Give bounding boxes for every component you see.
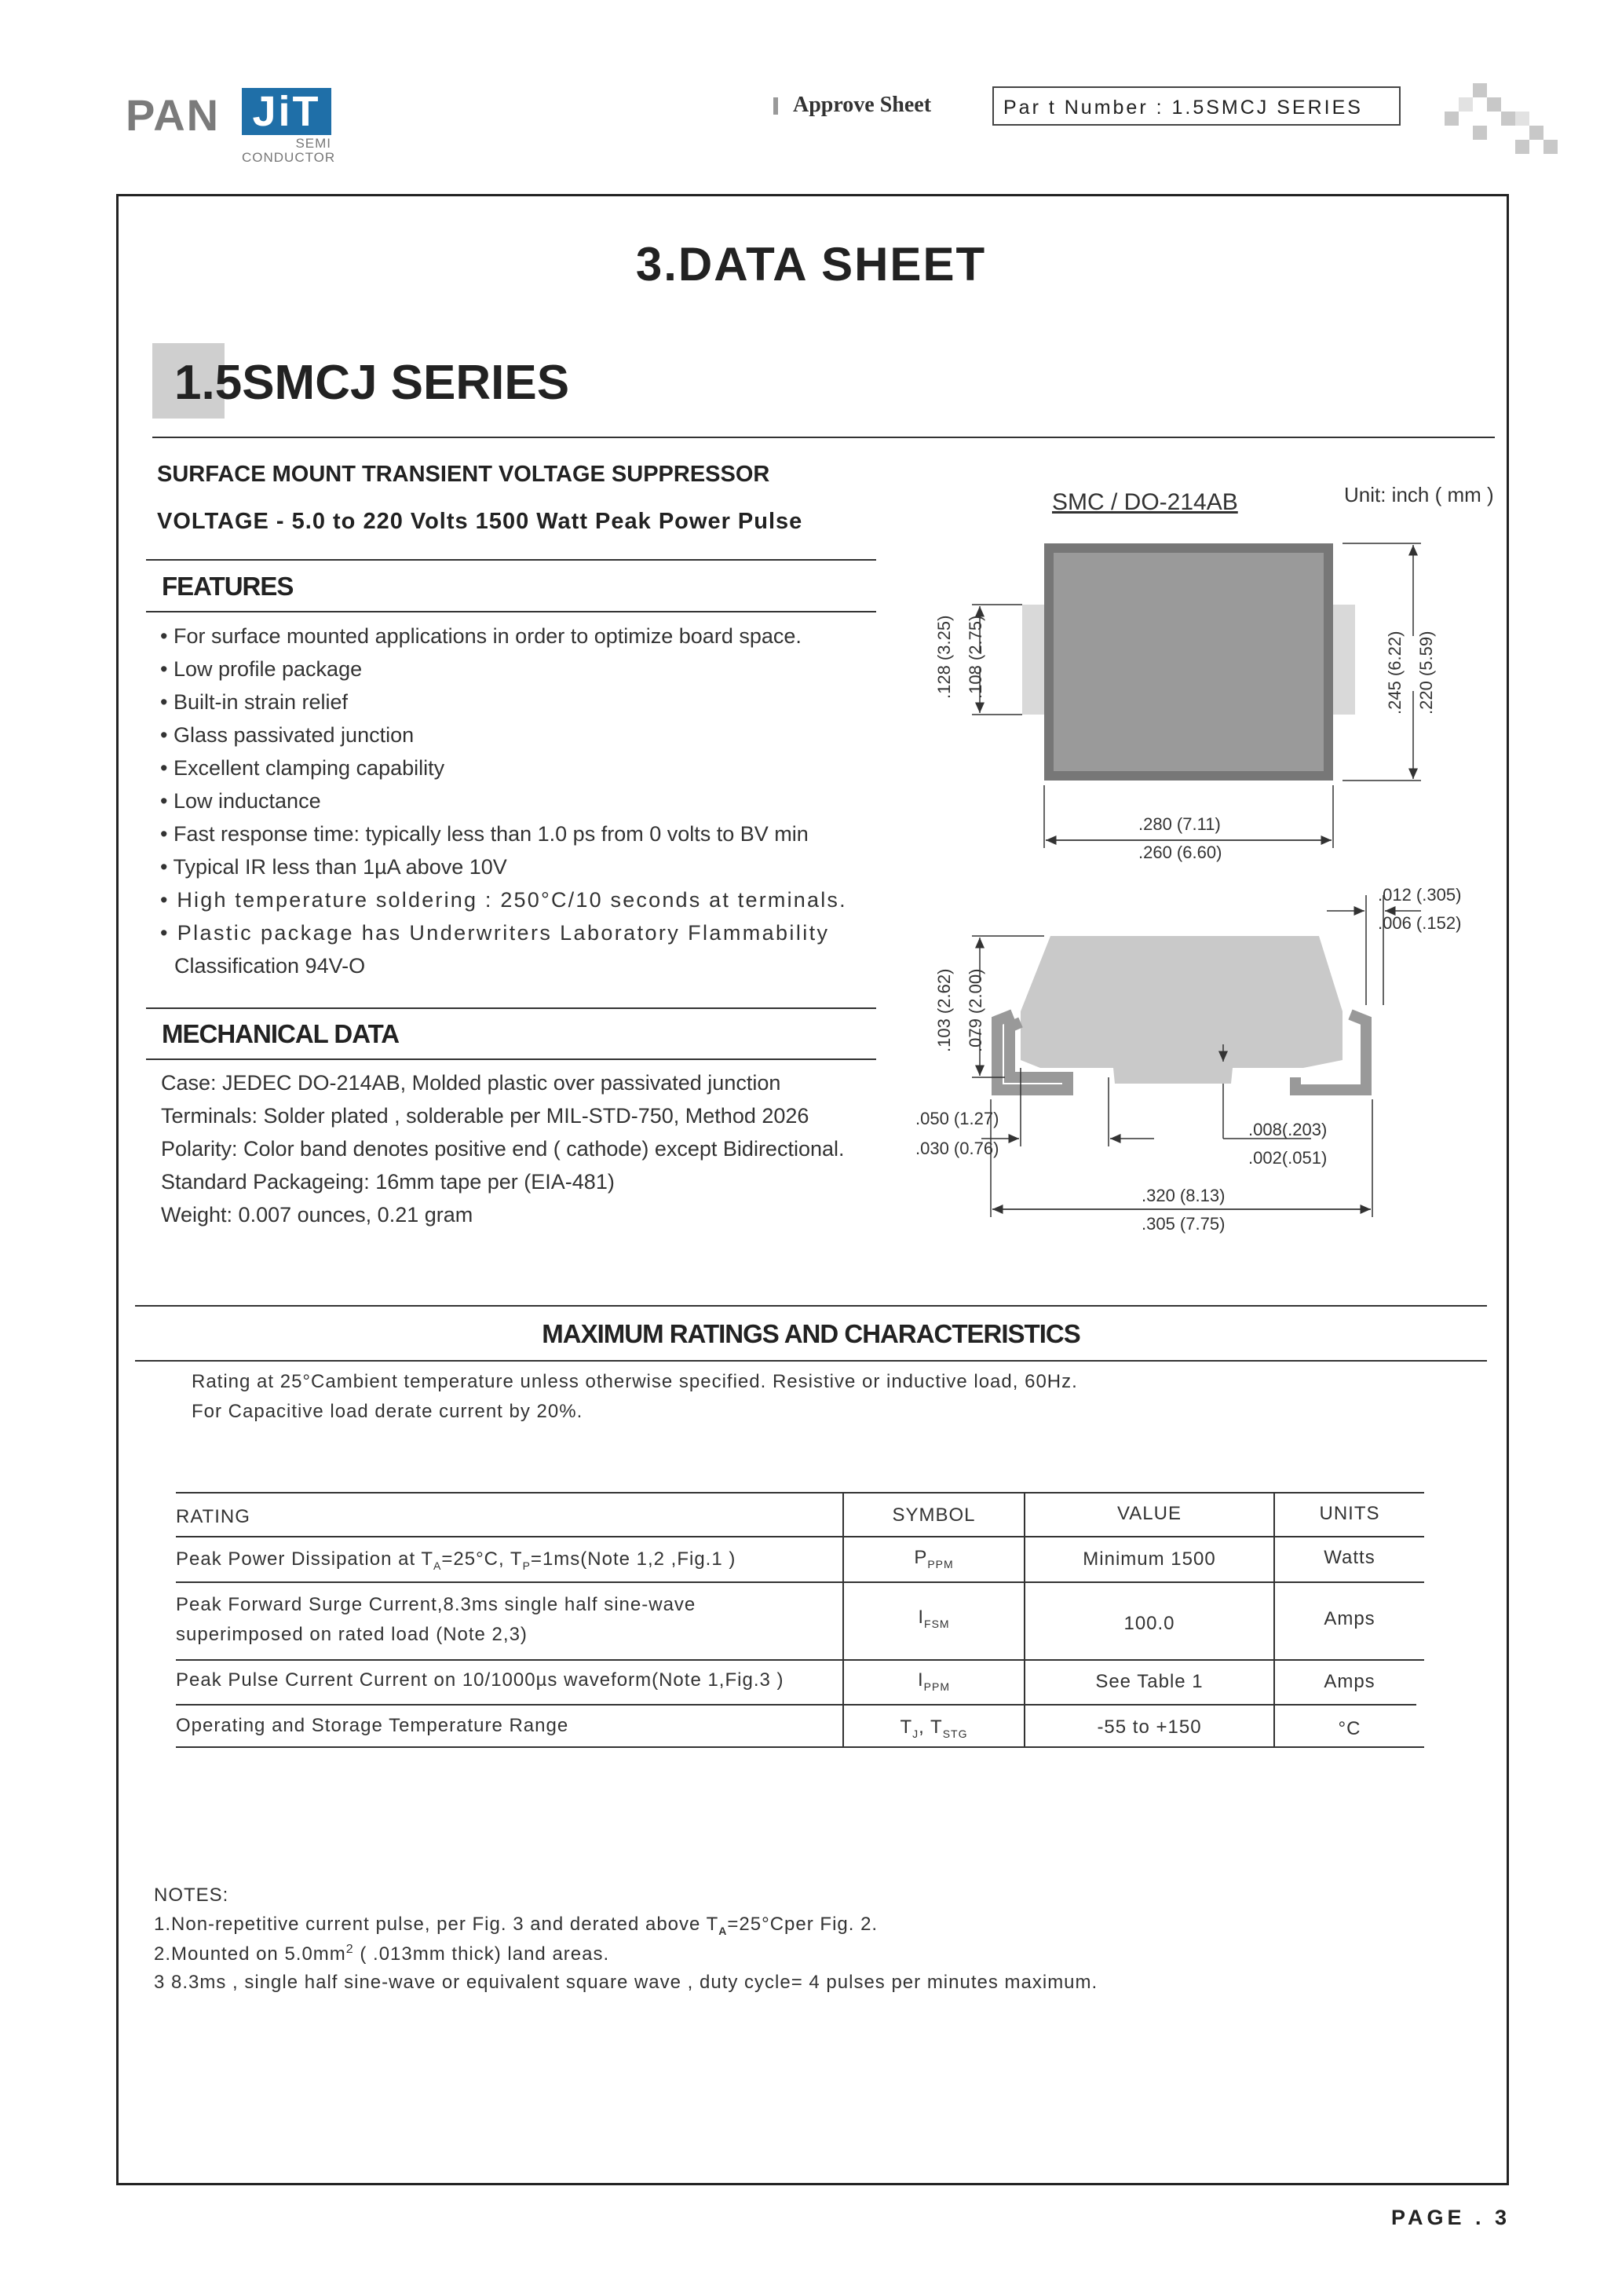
mech-rule-bottom <box>146 1058 876 1060</box>
page-title: 3.DATA SHEET <box>635 238 987 291</box>
features-rule-bottom <box>146 611 876 612</box>
mech-item: Terminals: Solder plated , solderable per MIL-STD-750, Method 2026 <box>161 1104 809 1128</box>
table-row-rating: Operating and Storage Temperature Range <box>176 1715 569 1736</box>
logo-sub-semi: SEMI <box>295 136 331 151</box>
feature-item: • For surface mounted applications in order to optimize board space. <box>160 624 802 648</box>
left-lead-top <box>1022 605 1044 715</box>
dim-side-height-max: .103 (2.62) <box>934 968 954 1052</box>
dim-side-height-min: .079 (2.00) <box>966 968 985 1052</box>
mech-item: Weight: 0.007 ounces, 0.21 gram <box>161 1203 473 1227</box>
logo-sub-conductor: CONDUCTOR <box>242 150 336 165</box>
table-row-units: Amps <box>1324 1608 1375 1629</box>
note-2: 2.Mounted on $5.0mm^2$ ( .013mm thick) land areas. <box>154 1943 610 1965</box>
mech-item: Standard Packageing: 16mm tape per (EIA-481) <box>161 1170 615 1194</box>
table-row-units: Amps <box>1324 1671 1375 1692</box>
features-rule-top <box>146 559 876 561</box>
mech-list <box>161 1066 883 1231</box>
feature-item: Classification 94V-O <box>174 954 366 978</box>
checker-pattern-icon <box>1445 83 1562 154</box>
col-header-value: VALUE <box>1117 1503 1182 1524</box>
dim-lead-height-min: .108 (2.75) <box>966 615 985 699</box>
ratings-note-2: For Capacitive load derate current by 20%. <box>192 1401 583 1422</box>
dim-body-width-min: .260 (6.60) <box>1138 843 1222 862</box>
notes-heading: NOTES: <box>154 1885 229 1906</box>
col-header-rating: RATING <box>176 1506 250 1527</box>
features-list <box>160 620 882 982</box>
table-row-value: 100.0 <box>1123 1613 1175 1634</box>
mech-rule-top <box>146 1007 876 1009</box>
table-row-rating: Peak Power Dissipation at $T_A=25^\circ C$, $T_P=1ms(Note$ 1,2 ,Fig.1 ) <box>176 1548 736 1572</box>
feature-item: • Excellent clamping capability <box>160 756 445 780</box>
dim-lead-thickness-max: .012 (.305) <box>1378 885 1462 905</box>
dim-lead-height-max: .128 (3.25) <box>934 615 954 699</box>
col-header-units: UNITS <box>1319 1503 1380 1524</box>
table-row-units: °C <box>1338 1718 1361 1739</box>
table-row-symbol: $T_J$, $T_{STG}$ <box>900 1717 968 1740</box>
dim-foot-width-min: .030 (0.76) <box>915 1139 999 1158</box>
page-number: PAGE . 3 <box>1390 2206 1511 2229</box>
logo-pan-text: PAN <box>126 90 221 140</box>
feature-item: • Low profile package <box>160 657 363 681</box>
table-row-rating: Peak Pulse Current Current on 10/1000µs waveform(Note 1,Fig.3 ) <box>176 1669 784 1691</box>
mech-item: Case: JEDEC DO-214AB, Molded plastic over passivated junction <box>161 1071 781 1095</box>
panjit-logo <box>126 88 338 166</box>
mech-item: Polarity: Color band denotes positive end ( cathode) except Bidirectional. <box>161 1137 845 1161</box>
ratings-rule-top <box>135 1305 1487 1307</box>
ratings-rule-bottom <box>135 1360 1487 1362</box>
subtitle-voltage: VOLTAGE - 5.0 to 220 Volts 1500 Watt Peak Power Pulse <box>157 509 803 534</box>
right-lead-top <box>1333 605 1355 715</box>
table-row-rating-cont: superimposed on rated load (Note 2,3) <box>176 1624 528 1645</box>
dim-total-width-max: .320 (8.13) <box>1142 1186 1226 1205</box>
part-number-box: Par t Number : 1.5SMCJ SERIES <box>992 86 1401 126</box>
table-row-rating: Peak Forward Surge Current,8.3ms single half sine-wave <box>176 1594 696 1615</box>
approve-sheet-label: Approve Sheet <box>793 93 932 117</box>
dim-foot-width-max: .050 (1.27) <box>915 1109 999 1128</box>
ratings-note-1: Rating at 25°Cambient temperature unless otherwise specified. Resistive or inductive load, 60Hz. <box>192 1371 1078 1392</box>
package-label: SMC / DO-214AB <box>1052 489 1238 515</box>
unit-label: Unit: inch ( mm ) <box>1344 483 1494 506</box>
body-side <box>1021 936 1343 1084</box>
table-row-value: See Table 1 <box>1095 1671 1204 1692</box>
table-row-value: -55 to +150 <box>1097 1717 1202 1738</box>
series-rule <box>152 437 1495 438</box>
table-row-symbol: $I_{PPM}$ <box>917 1669 950 1693</box>
feature-item: • Built-in strain relief <box>160 690 349 714</box>
ratings-heading: MAXIMUM RATINGS AND CHARACTERISTICS <box>542 1319 1080 1348</box>
table-row-symbol: $I_{FSM}$ <box>918 1607 950 1630</box>
note-1: 1.Non-repetitive current pulse, per Fig. 3 and derated above $T_A=25^\circ Cper$ Fig. 2. <box>154 1914 879 1937</box>
subtitle-device: SURFACE MOUNT TRANSIENT VOLTAGE SUPPRESSOR <box>157 462 770 487</box>
dim-body-height-max: .245 (6.22) <box>1385 631 1405 715</box>
dim-standoff-min: .002(.051) <box>1248 1148 1328 1168</box>
approve-bar-icon <box>773 97 778 115</box>
table-row-units: Watts <box>1324 1547 1375 1568</box>
dim-lead-thickness-min: .006 (.152) <box>1378 913 1462 933</box>
dim-total-width-min: .305 (7.75) <box>1142 1214 1226 1234</box>
feature-item: • High temperature soldering : 250°C/10 seconds at terminals. <box>160 888 847 912</box>
table-row-value: Minimum 1500 <box>1083 1548 1216 1570</box>
dim-body-width-max: .280 (7.11) <box>1138 814 1221 834</box>
table-row-symbol: $P_{PPM}$ <box>914 1547 954 1570</box>
col-header-symbol: SYMBOL <box>892 1504 976 1526</box>
dim-standoff-max: .008(.203) <box>1248 1120 1328 1139</box>
feature-item: • Low inductance <box>160 789 321 813</box>
body-top-inner <box>1054 553 1324 771</box>
mech-heading: MECHANICAL DATA <box>162 1019 400 1048</box>
feature-item: • Plastic package has Underwriters Laboratory Flammability <box>160 921 830 945</box>
logo-jit-text: JiT <box>242 88 331 135</box>
features-heading: FEATURES <box>162 572 294 601</box>
feature-item: • Glass passivated junction <box>160 723 415 747</box>
feature-item: • Typical IR less than 1µA above 10V <box>160 855 507 879</box>
series-title: 1.5SMCJ SERIES <box>174 356 570 410</box>
feature-item: • Fast response time: typically less than 1.0 ps from 0 volts to BV min <box>160 822 809 846</box>
dim-body-height-min: .220 (5.59) <box>1416 631 1436 715</box>
note-3: 3 8.3ms , single half sine-wave or equivalent square wave , duty cycle= 4 pulses per minutes maximum. <box>154 1972 1098 1993</box>
